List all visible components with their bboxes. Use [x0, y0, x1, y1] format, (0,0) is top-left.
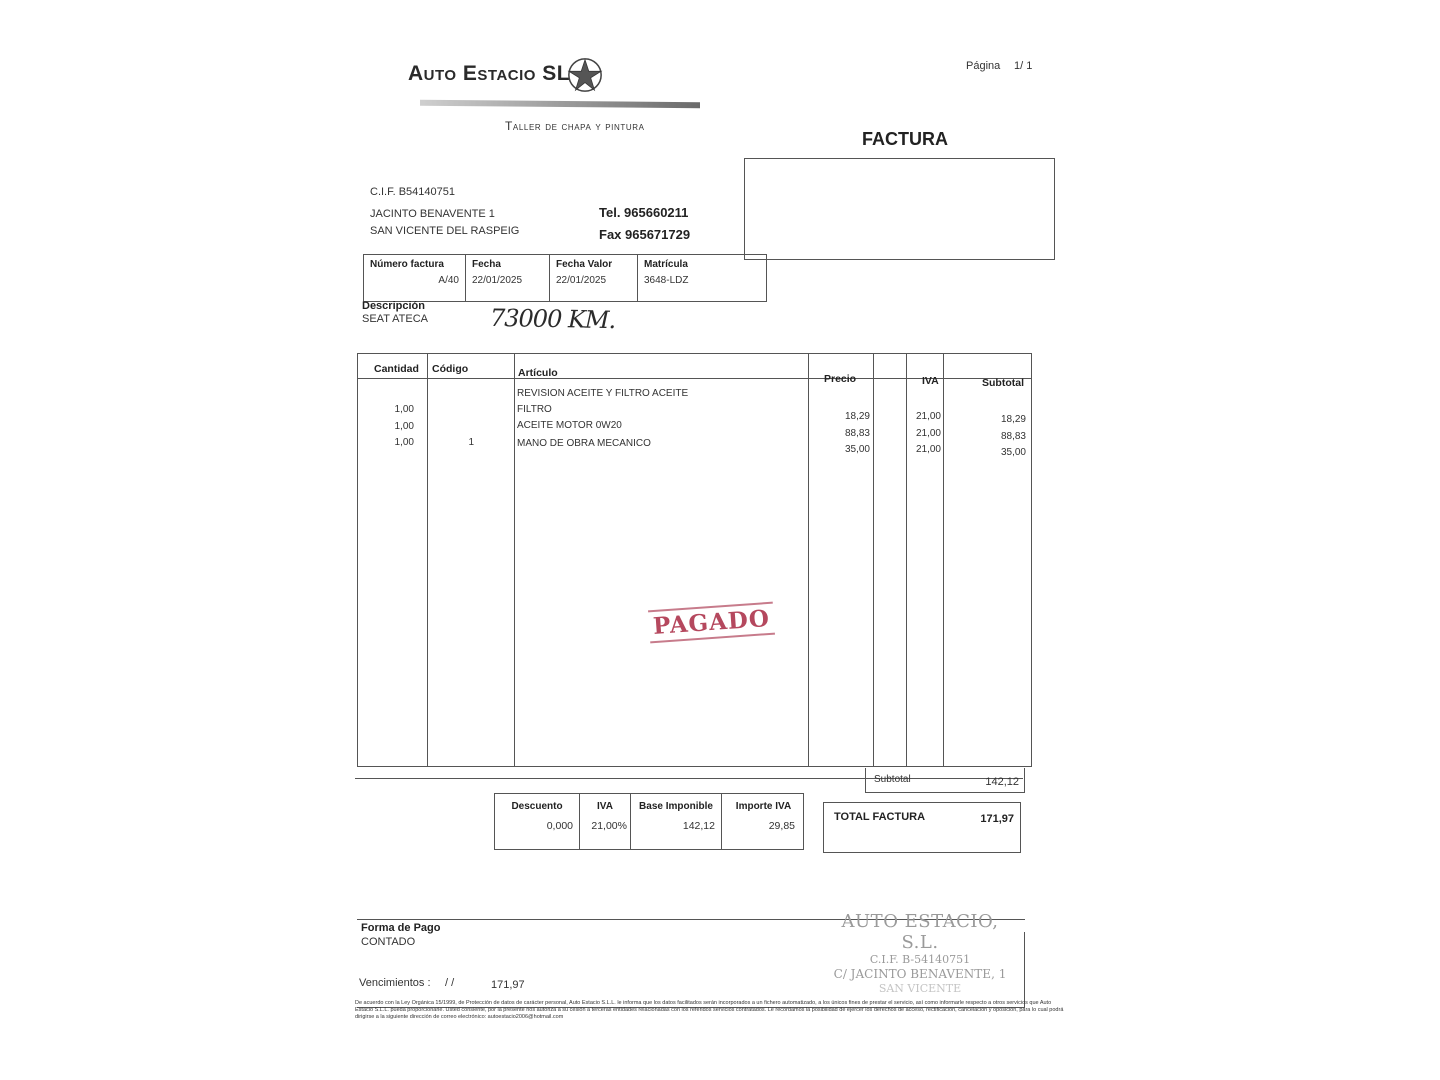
invoice-date-cell	[465, 255, 549, 301]
client-address-box	[744, 158, 1055, 260]
total-value: 171,97	[980, 813, 1014, 825]
company-address-line1: JACINTO BENAVENTE 1	[370, 208, 495, 220]
due-date: / /	[445, 977, 455, 989]
subtotal-label: Subtotal	[874, 774, 911, 785]
company-fax: Fax 965671729	[599, 227, 691, 242]
line-items-table	[357, 353, 1032, 767]
table-row	[358, 437, 1031, 458]
handwritten-mileage: 73000 KM.	[489, 303, 616, 335]
vat-amount-cell	[721, 794, 805, 849]
payment-method-label: Forma de Pago	[361, 922, 441, 934]
row-iva: 21,00	[915, 428, 941, 439]
discount-value: 0,000	[546, 820, 573, 832]
due-dates-label: Vencimientos :	[359, 977, 431, 989]
invoice-number-value: A/40	[438, 275, 459, 286]
row-articulo: FILTRO	[517, 404, 552, 415]
logo-underline	[420, 100, 700, 108]
seal-line2: C.I.F. B-54140751	[869, 953, 971, 966]
row-iva: 21,00	[915, 444, 941, 455]
company-address-line2: SAN VICENTE DEL RASPEIG	[370, 225, 520, 237]
row-precio: 18,29	[844, 411, 870, 422]
row-cantidad: 1,00	[394, 421, 414, 432]
header-subtotal: Subtotal	[982, 377, 1024, 389]
document-title: FACTURA	[862, 129, 948, 149]
invoice-info-box	[363, 254, 767, 302]
tax-base-cell	[630, 794, 721, 849]
discount-cell	[495, 794, 579, 849]
tax-breakdown-box	[494, 793, 804, 850]
subtotal-value: 142,12	[985, 776, 1019, 788]
vat-rate-value: 21,00%	[591, 820, 627, 832]
seal-line1: AUTO ESTACIO, S.L.	[841, 911, 999, 953]
page-number: 1/ 1	[1014, 60, 1033, 72]
tax-base-value: 142,12	[682, 820, 715, 832]
company-cif: C.I.F. B54140751	[370, 186, 456, 198]
legal-notice: De acuerdo con la Ley Orgánica 15/1999, de Protección de datos de carácter personal, Auto Estacio S.L.L. le informa que los datos facilitados serán incorporados a un fichero automatizado, a los únicos fines de prestar el servicio, así como informarle respecto a otros servicios que Auto Estacio S.L.L. pueda proporcionarle. Usted consiente, por la presente nos autoriza a su cesión a terceras entidades relacionadas con los referidos servicios contratados. Le recordamos la posibilidad de ejercer los derechos de acceso, rectificación, cancelación y oposición, para lo cual podrá dirigirse a la siguiente dirección de correo electrónico: autoestacio2006@hotmail.com	[355, 1000, 1064, 1020]
paid-stamp: PAGADO	[648, 602, 775, 644]
row-precio: 88,83	[844, 428, 870, 439]
row-subtotal: 35,00	[1000, 447, 1026, 458]
table-row	[358, 388, 1031, 405]
invoice-number-label: Número factura	[370, 259, 444, 270]
row-codigo: 1	[468, 437, 474, 448]
star-icon	[566, 56, 604, 94]
tax-base-label: Base Imponible	[639, 801, 713, 812]
description-value: SEAT ATECA	[362, 313, 429, 325]
vat-amount-value: 29,85	[768, 820, 795, 832]
vat-amount-label: Importe IVA	[735, 801, 792, 812]
header-articulo: Artículo	[518, 367, 558, 379]
row-cantidad: 1,00	[394, 404, 414, 415]
company-subtitle: Taller de chapa y pintura	[505, 119, 645, 133]
due-amount: 171,97	[491, 979, 525, 991]
row-articulo: MANO DE OBRA MECANICO	[517, 438, 651, 449]
vat-rate-label: IVA	[597, 801, 613, 812]
vat-rate-cell	[579, 794, 630, 849]
table-row	[358, 404, 1031, 425]
value-date-value: 22/01/2025	[556, 275, 607, 286]
row-articulo: REVISION ACEITE Y FILTRO ACEITE	[517, 388, 689, 399]
row-iva: 21,00	[915, 411, 941, 422]
row-precio: 35,00	[844, 444, 870, 455]
plate-label: Matrícula	[644, 259, 688, 270]
page-label: Página	[966, 60, 1001, 72]
plate-value: 3648-LDZ	[644, 275, 689, 286]
row-articulo: ACEITE MOTOR 0W20	[517, 420, 622, 431]
header-codigo: Código	[432, 363, 469, 375]
discount-label: Descuento	[511, 801, 563, 812]
seal-line4: SAN VICENTE	[878, 982, 962, 995]
row-cantidad: 1,00	[394, 437, 414, 448]
total-label: TOTAL FACTURA	[834, 811, 926, 823]
value-date-label: Fecha Valor	[556, 259, 613, 270]
row-subtotal: 88,83	[1000, 431, 1026, 442]
invoice-number-cell	[364, 255, 465, 301]
description-label: Descripción	[362, 300, 425, 312]
value-date-cell	[549, 255, 637, 301]
plate-cell	[637, 255, 768, 301]
company-phone: Tel. 965660211	[599, 205, 689, 220]
seal-line3: C/ JACINTO BENAVENTE, 1	[833, 967, 1007, 981]
invoice-date-label: Fecha	[472, 259, 501, 270]
total-box	[823, 802, 1021, 853]
header-iva: IVA	[922, 375, 939, 387]
company-seal	[820, 911, 1020, 995]
payment-method-value: CONTADO	[361, 936, 416, 948]
company-name: Auto Estacio SL	[408, 62, 571, 85]
row-subtotal: 18,29	[1000, 414, 1026, 425]
header-precio: Precio	[824, 373, 857, 385]
header-cantidad: Cantidad	[374, 363, 419, 375]
invoice-date-value: 22/01/2025	[472, 275, 523, 286]
table-row	[358, 420, 1031, 442]
